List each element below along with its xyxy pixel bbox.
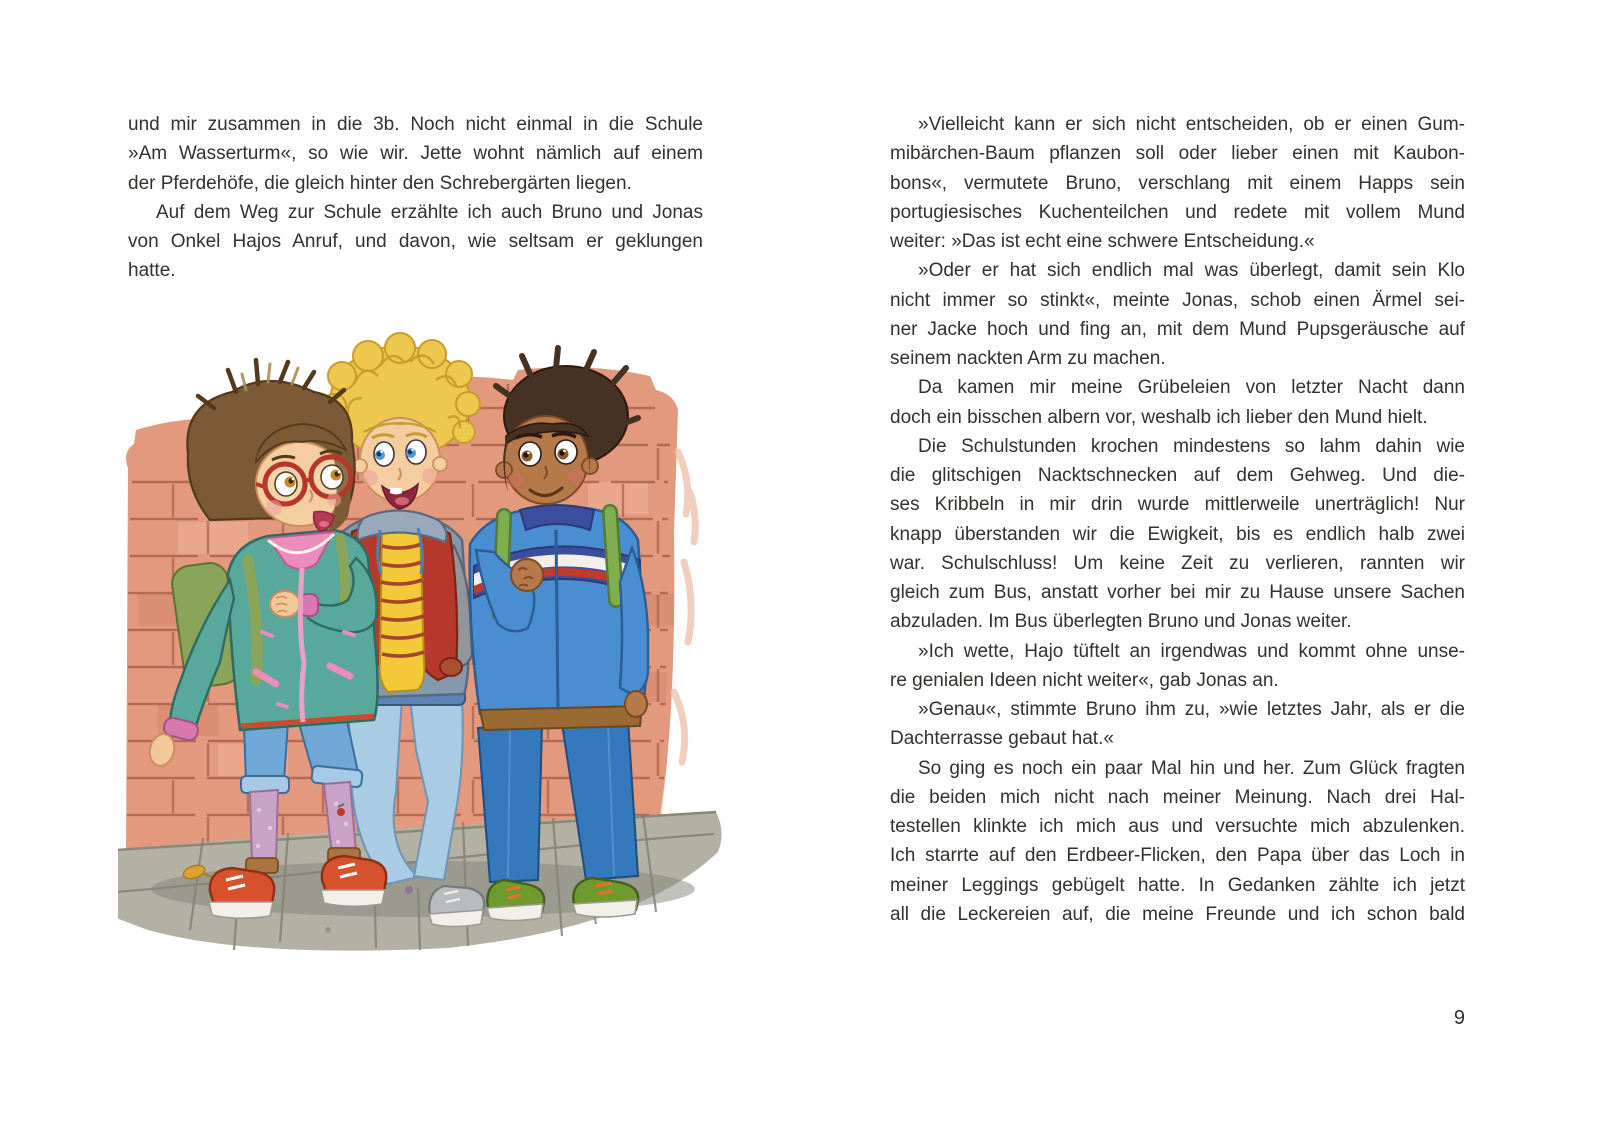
paragraph [128, 110, 703, 198]
green-sneaker [573, 878, 638, 917]
text-line: »Am Wasserturm«, so wie wir. Jette wohnt nämlich auf einem [128, 143, 703, 165]
text-line: Die Schulstunden krochen mindestens so lahm dahin wie [918, 435, 1465, 457]
illustration-three-children [118, 332, 733, 957]
red-sneaker [321, 856, 386, 906]
text-line: Da kamen mir meine Grübeleien von letzter Nacht dann [918, 377, 1465, 399]
left-page-text [128, 110, 703, 286]
text-line: abzuladen. Im Bus überlegten Bruno und Jonas weiter. [890, 611, 1352, 633]
paragraph [890, 695, 1465, 754]
text-line: die beiden mich nicht nach meiner Meinung. Nach drei Hal- [890, 786, 1465, 808]
text-line: Dachterrasse gebaut hat.« [890, 728, 1114, 750]
grey-sneaker [429, 886, 484, 927]
paragraph [890, 637, 1465, 696]
red-sneaker [209, 868, 274, 918]
text-line: Ich starrte auf den Erdbeer-Flicken, den Papa über das Loch in [890, 845, 1465, 867]
text-line: So ging es noch ein paar Mal hin und her. Zum Glück fragten [918, 757, 1465, 779]
fist [511, 559, 543, 591]
paragraph [128, 198, 703, 286]
text-line: gleich zum Bus, anstatt vorher bei mir zu Hause unsere Sachen [890, 582, 1465, 603]
hand-on-strap [270, 591, 300, 617]
text-line: »Oder er hat sich endlich mal was überlegt, damit sein Klo [918, 260, 1465, 282]
text-line: von Onkel Hajos Anruf, und davon, wie seltsam er geklungen [128, 231, 703, 252]
text-line: all die Leckereien auf, die meine Freunde und ich schon bald [890, 903, 1465, 925]
text-line: re genialen Ideen nicht weiter«, gab Jonas an. [890, 669, 1279, 691]
page-number: 9 [1453, 1007, 1465, 1029]
text-line: war. Schulschluss! Um keine Zeit zu verlieren, rannten wir [890, 552, 1465, 574]
text-line: ner Jacke hoch und fing an, mit dem Mund Pupsgeräusche auf [890, 318, 1465, 340]
text-line: weiter: »Das ist echt eine schwere Entscheidung.« [890, 231, 1315, 252]
text-line: »Ich wette, Hajo tüftelt an irgendwas und kommt ohne unse- [918, 640, 1465, 662]
strawberry-patch [337, 808, 345, 816]
text-line: mibärchen-Baum pflanzen soll oder lieber einen mit Kaubon- [890, 143, 1465, 165]
pebble [405, 886, 413, 894]
right-page-text [890, 110, 1465, 929]
text-line: »Vielleicht kann er sich nicht entscheiden, ob er einen Gum- [918, 114, 1465, 135]
text-line: »Genau«, stimmte Bruno ihm zu, »wie letztes Jahr, als er die [918, 699, 1465, 720]
text-line: hatte. [128, 260, 176, 282]
text-line: die glitschigen Nacktschnecken auf dem Gehweg. Und die- [890, 465, 1465, 486]
paragraph [890, 754, 1465, 930]
text-line: knapp überstanden wir die Ewigkeit, bis es endlich halb zwei [890, 523, 1465, 545]
text-line: portugiesisches Kuchenteilchen und redete mit vollem Mund [890, 201, 1465, 223]
text-line: doch ein bisschen albern vor, weshalb ich lieber den Mund hielt. [890, 406, 1428, 428]
paragraph [890, 432, 1465, 637]
text-line: der Pferdehöfe, die gleich hinter den Schrebergärten liegen. [128, 172, 632, 194]
pebble [325, 927, 331, 933]
paragraph [890, 110, 1465, 256]
green-sneaker [487, 880, 544, 921]
text-line: meiner Leggings gebügelt hatte. In Gedanken zählte ich jetzt [890, 874, 1465, 896]
text-line: testellen klinkte ich mich aus und versuchte mich abzulenken. [890, 816, 1465, 837]
text-line: bons«, vermutete Bruno, verschlang mit einem Happs sein [890, 172, 1465, 194]
text-line: und mir zusammen in die 3b. Noch nicht einmal in die Schule [128, 114, 703, 135]
text-line: ses Kribbeln in mir drin wurde mittlerweile unerträglich! Nur [890, 494, 1465, 516]
paragraph [890, 373, 1465, 432]
text-line: nicht immer so stinkt«, meinte Jonas, schob einen Ärmel sei- [890, 289, 1465, 311]
text-line: seinem nackten Arm zu machen. [890, 348, 1166, 369]
paragraph [890, 256, 1465, 373]
text-line: Auf dem Weg zur Schule erzählte ich auch Bruno und Jonas [156, 201, 703, 223]
